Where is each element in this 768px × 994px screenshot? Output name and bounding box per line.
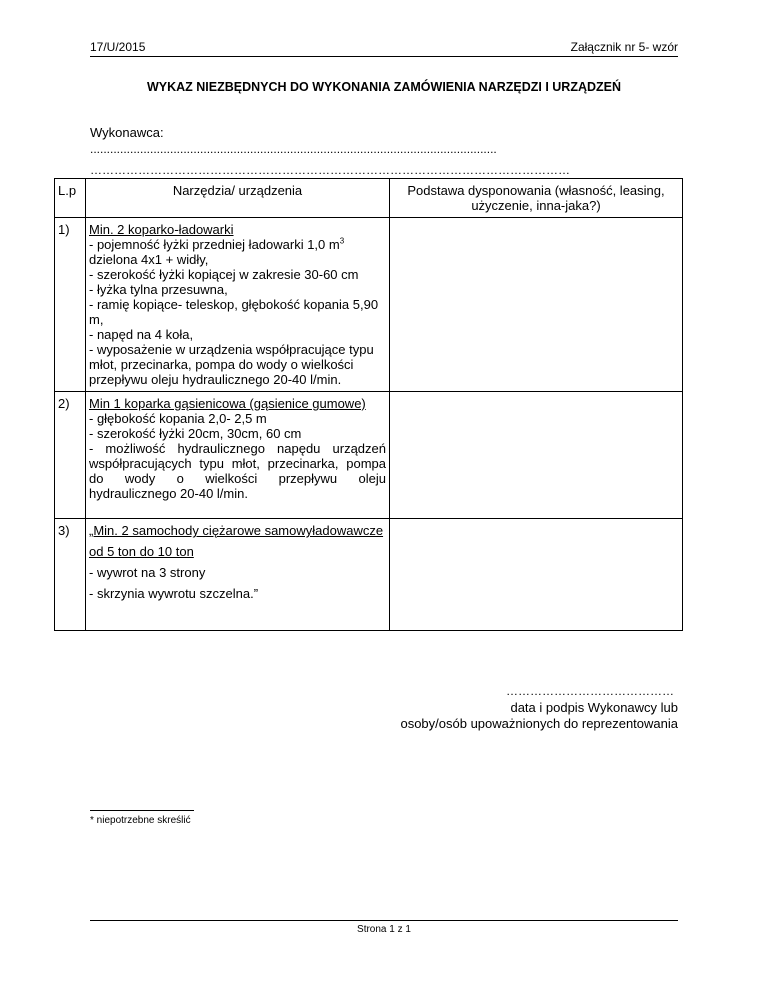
- table-row: [55, 218, 683, 392]
- equipment-spec: - ramię kopiące- teleskop, głębokość kopania 5,90 m,: [89, 297, 379, 327]
- table-row: [55, 392, 683, 519]
- basis-cell[interactable]: [390, 218, 683, 392]
- equipment-description: [86, 218, 390, 392]
- header-divider: [90, 56, 678, 57]
- basis-cell[interactable]: [390, 519, 683, 631]
- equipment-table: [54, 178, 683, 631]
- equipment-title-cont: od 5 ton do 10 ton: [89, 544, 194, 559]
- header-equipment: Narzędzia/ urządzenia: [86, 179, 390, 218]
- row-number: 3): [55, 519, 86, 631]
- signature-caption-1: data i podpis Wykonawcy lub: [510, 700, 678, 715]
- equipment-spec: - szerokość łyżki 20cm, 30cm, 60 cm: [89, 426, 302, 441]
- equipment-title: Min 1 koparka gąsienicowa (gąsienice gumowe): [89, 396, 366, 411]
- equipment-spec: - wyposażenie w urządzenia współpracujące typu młot, przecinarka, pompa do wody o wielkości przepływu oleju hydraulicznego 20-40 l/min.: [89, 342, 374, 387]
- table-row: [55, 519, 683, 631]
- contractor-fill-line-2[interactable]: …………………………………………………………………………………………………………: [90, 163, 570, 177]
- signature-caption-2: osoby/osób upoważnionych do reprezentowania: [400, 716, 678, 731]
- equipment-spec: - łyżka tylna przesuwna,: [89, 282, 228, 297]
- footnote-divider: [90, 810, 194, 811]
- equipment-spec: - głębokość kopania 2,0- 2,5 m: [89, 411, 267, 426]
- basis-cell[interactable]: [390, 392, 683, 519]
- row-number: 1): [55, 218, 86, 392]
- equipment-spec: - szerokość łyżki kopiącej w zakresie 30-60 cm: [89, 267, 359, 282]
- equipment-spec: - napęd na 4 koła,: [89, 327, 194, 342]
- row-number: 2): [55, 392, 86, 519]
- header-basis: Podstawa dysponowania (własność, leasing, użyczenie, inna-jaka?): [390, 179, 683, 218]
- footer-divider: [90, 920, 678, 921]
- doc-reference: 17/U/2015: [90, 40, 146, 54]
- contractor-fill-line-1[interactable]: ..........................................................................................................................: [90, 142, 497, 156]
- equipment-spec: - wywrot na 3 strony: [89, 565, 206, 580]
- document-title: WYKAZ NIEZBĘDNYCH DO WYKONANIA ZAMÓWIENIA NARZĘDZI I URZĄDZEŃ: [146, 80, 622, 94]
- equipment-spec: - możliwość hydraulicznego napędu urządzeń współpracujących typu młot, przecinarka, pompa do wody o wielkości przepływu oleju hydraulicznego 20-40 l/min.: [89, 441, 386, 501]
- equipment-description: [86, 392, 390, 519]
- equipment-title: Min. 2 koparko-ładowarki: [89, 222, 234, 237]
- equipment-spec: dzielona 4x1 + widły,: [89, 252, 209, 267]
- footnote: * niepotrzebne skreślić: [90, 815, 191, 826]
- annex-label: Załącznik nr 5- wzór: [570, 40, 678, 54]
- header-number: L.p: [55, 179, 86, 218]
- table-header-row: [55, 179, 683, 218]
- equipment-title: „Min. 2 samochody ciężarowe samowyładowawcze: [89, 523, 384, 538]
- equipment-spec: - pojemność łyżki przedniej ładowarki 1,0 $m^3$: [89, 236, 345, 252]
- equipment-spec: - skrzynia wywrotu szczelna.”: [89, 586, 259, 601]
- page-number: Strona 1 z 1: [357, 924, 411, 935]
- contractor-label: Wykonawca:: [90, 125, 164, 140]
- signature-fill-line[interactable]: ……………………………………: [506, 684, 674, 698]
- equipment-description: [86, 519, 390, 631]
